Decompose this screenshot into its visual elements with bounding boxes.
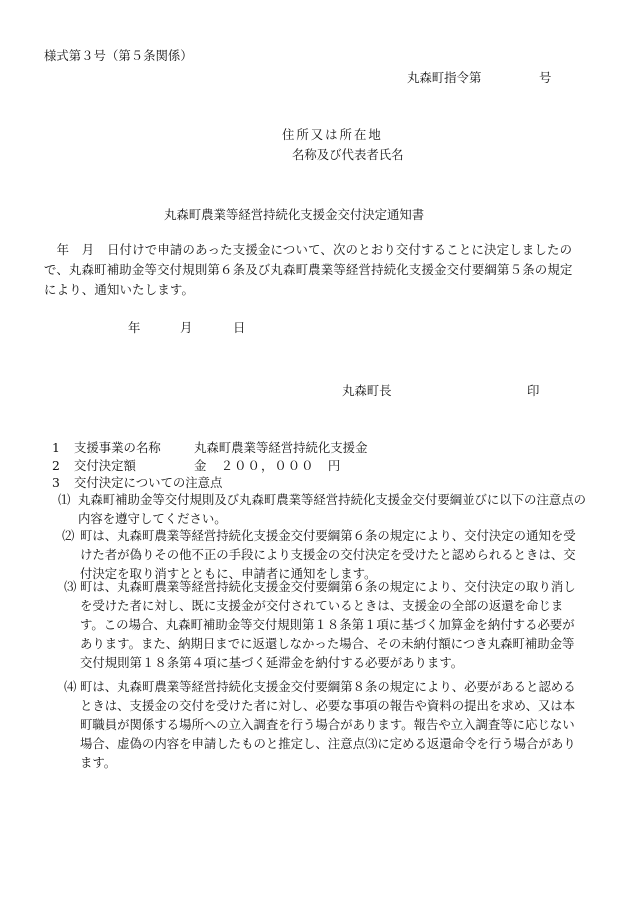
item-value: 丸森町農業等経営持続化支援金 [194,440,368,455]
note-marker: ⑷ [64,679,77,694]
date-year: 年 [128,320,141,335]
note-item [64,677,586,772]
item-number: 2 [52,458,60,473]
note-item [62,526,586,583]
item-number: 1 [52,440,60,455]
date-month: 月 [180,320,193,335]
note-text: 町は、丸森町農業等経営持続化支援金交付要綱第６条の規定により、交付決定の取り消しを受けた者に対し、既に支援金が交付されているときは、支援金の全部の返還を命じます。この場合、丸森町補助金等交付規則第１８条第１項に基づく加算金を納付する必要があります。また、納期日までに返還しなかった場合、その未納付額につき丸森町補助金等交付規則第１８条第４項に基づく延滞金を納付する必要があります。 [80,579,576,670]
issuer-mayor: 丸森町長 [342,383,392,398]
form-number: 様式第３号（第５条関係） [44,48,193,63]
recipient-address-label: 住所又は所在地 [282,127,383,142]
note-text: 町は、丸森町農業等経営持続化支援金交付要綱第６条の規定により、交付決定の通知を受けた者が偽りその他不正の手段により支援金の交付決定を受けたと認められるときは、交付決定を取り消すとともに、申請者に通知をします。 [80,528,576,581]
item-label: 支援事業の名称 [74,440,161,455]
note-text: 町は、丸森町農業等経営持続化支援金交付要綱第８条の規定により、必要があると認めるときは、支援金の交付を受けた者に対し、必要な事項の報告や資料の提出を求め、又は本町職員が関係する場所への立入調査を行う場合があります。報告や立入調査等に応じない場合、虚偽の内容を申請したものと推定し、注意点⑶に定める返還命令を行う場合があります。 [80,679,576,770]
issuer-seal: 印 [527,383,540,398]
item-label: 交付決定額 [74,458,136,473]
note-marker: ⑵ [62,528,75,543]
note-marker: ⑴ [58,492,71,507]
body-paragraph: 年 月 日付けで申請のあった支援金について、次のとおり交付することに決定しましたので、丸森町補助金等交付規則第６条及び丸森町農業等経営持続化支援金交付要綱第５条の規定により、通知いたします。 [44,242,573,297]
issue-number-prefix: 丸森町指令第 [407,70,482,85]
item-label: 交付決定についての注意点 [74,475,223,490]
document-title: 丸森町農業等経営持続化支援金交付決定通知書 [164,207,425,222]
note-marker: ⑶ [64,579,77,594]
issue-number-suffix: 号 [539,70,552,85]
item-number: 3 [52,475,60,490]
recipient-name-label: 名称及び代表者氏名 [292,147,404,162]
note-item [64,577,586,672]
note-item [58,490,586,528]
item-value: 金 ２００，０００ 円 [194,458,342,473]
date-day: 日 [233,320,246,335]
note-text: 丸森町補助金等交付規則及び丸森町農業等経営持続化支援金交付要綱並びに以下の注意点の内容を遵守してください。 [78,492,587,526]
